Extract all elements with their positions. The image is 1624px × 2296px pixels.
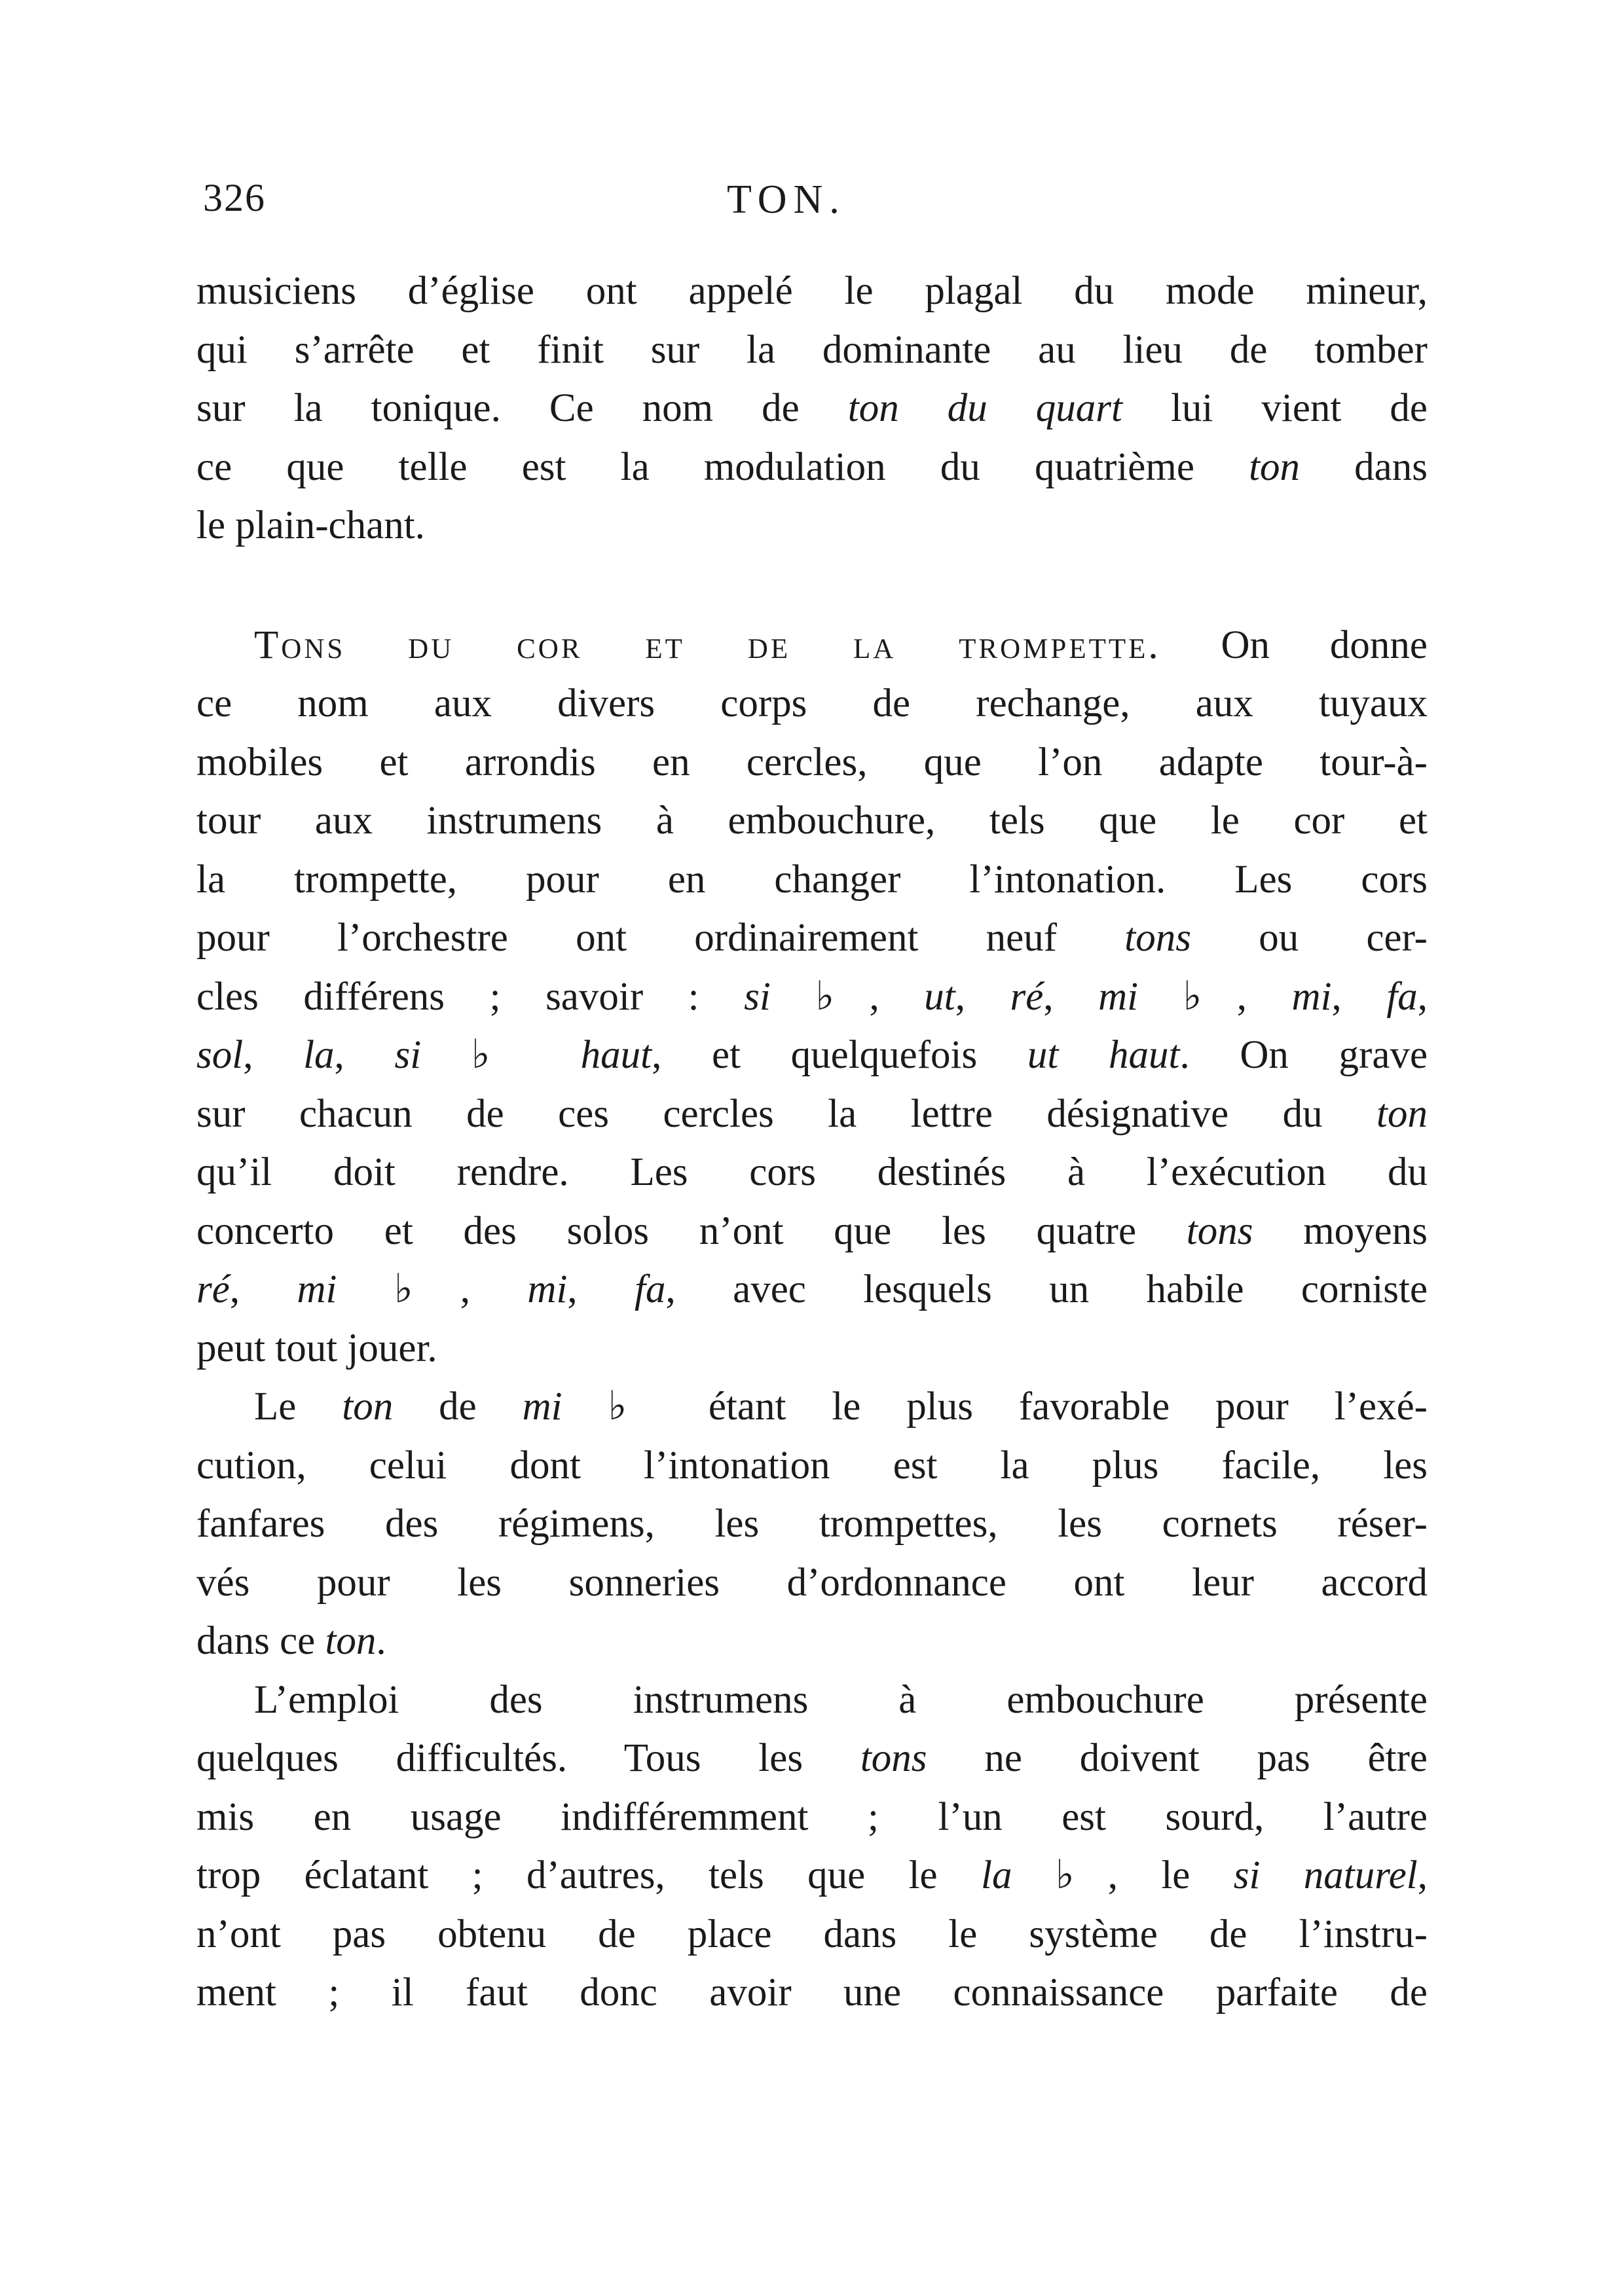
text-span: ce que telle est la modulation du quatrième — [196, 445, 1249, 489]
text-span: lui vient de — [1122, 386, 1428, 430]
text-span: ne doivent pas être — [927, 1736, 1428, 1780]
text-span: sur la tonique. Ce nom de — [196, 386, 848, 430]
italic-term: ré — [1010, 974, 1044, 1019]
running-title: TON. — [727, 177, 846, 222]
text-line: L’emploi des instrumens à embouchure présente — [254, 1677, 1428, 1722]
text-line: cution, celui dont l’intonation est la plus facile, les — [196, 1443, 1428, 1487]
text-span: , et quelquefois — [652, 1033, 1027, 1077]
text-span: dans ce — [196, 1619, 325, 1663]
italic-term: ton — [342, 1385, 394, 1429]
text-line: qui s’arrête et finit sur la dominante au lieu de tomber — [196, 327, 1428, 372]
text-line — [196, 909, 1428, 968]
text-line — [196, 1260, 1428, 1319]
text-span: , — [1043, 974, 1099, 1019]
text-line — [196, 1729, 1428, 1788]
text-line — [196, 968, 1428, 1027]
text-span: , — [1417, 1853, 1428, 1897]
italic-term: ré — [196, 1267, 230, 1311]
text-line — [196, 1085, 1428, 1144]
entry-heading: Tons du cor et de la trompette. — [254, 623, 1161, 667]
text-span: ♭, le — [1012, 1853, 1234, 1897]
text-span: , — [229, 1267, 297, 1311]
text-span: concerto et des solos n’ont que les quatre — [196, 1209, 1187, 1253]
italic-term: si — [744, 974, 771, 1019]
text-span: cles différens ; savoir : — [196, 974, 745, 1019]
page-number: 326 — [203, 176, 266, 219]
italic-term: mi — [297, 1267, 337, 1311]
text-span: , — [1331, 974, 1387, 1019]
italic-term: ut — [924, 974, 955, 1019]
body-text — [196, 262, 1428, 2022]
text-line — [196, 616, 1428, 675]
text-line — [196, 1377, 1428, 1436]
text-span: trop éclatant ; d’autres, tels que le — [196, 1853, 981, 1897]
italic-term: ton — [325, 1619, 377, 1663]
italic-term: ton — [1376, 1091, 1428, 1136]
text-span: dans — [1300, 445, 1428, 489]
text-span: quelques difficultés. Tous les — [196, 1736, 860, 1780]
text-span: ♭, — [1138, 974, 1292, 1019]
italic-term: mi — [1098, 974, 1139, 1019]
text-span: sur chacun de ces cercles la lettre désignative du — [196, 1091, 1377, 1136]
text-line — [196, 1612, 1428, 1671]
text-span: , — [1417, 974, 1428, 1019]
italic-term: ut haut — [1027, 1033, 1180, 1077]
text-span: , avec lesquels un habile corniste — [665, 1267, 1428, 1311]
italic-term: tons — [1186, 1209, 1253, 1253]
italic-term: tons — [860, 1736, 927, 1780]
text-line — [196, 1202, 1428, 1261]
text-line: vés pour les sonneries d’ordonnance ont leur accord — [196, 1560, 1428, 1605]
text-span: ou cer- — [1190, 916, 1428, 960]
text-span: ♭, — [337, 1267, 528, 1311]
italic-term: mi — [522, 1385, 563, 1429]
italic-term: mi — [1291, 974, 1332, 1019]
italic-term: la — [981, 1853, 1012, 1897]
text-span: pour l’orchestre ont ordinairement neuf — [196, 916, 1125, 960]
italic-term: si — [394, 1033, 422, 1077]
text-line: mobiles et arrondis en cercles, que l’on adapte tour-à- — [196, 740, 1428, 784]
text-line — [196, 438, 1428, 497]
italic-term: haut — [580, 1033, 652, 1077]
text-line — [196, 1026, 1428, 1085]
italic-term: ton du quart — [847, 386, 1122, 430]
text-span: ♭ étant le plus favorable pour l’exé- — [562, 1385, 1428, 1429]
text-line: ment ; il faut donc avoir une connaissance parfaite de — [196, 1971, 1428, 2014]
text-span: , — [243, 1033, 304, 1077]
italic-term: fa — [1386, 974, 1418, 1019]
text-line: peut tout jouer. — [196, 1326, 437, 1370]
italic-term: tons — [1124, 916, 1191, 960]
italic-term: mi — [527, 1267, 568, 1311]
text-span: . — [376, 1619, 386, 1663]
text-span: moyens — [1253, 1209, 1428, 1253]
text-span: , — [955, 974, 1010, 1019]
text-span: Le — [254, 1385, 342, 1429]
text-line: le plain-chant. — [196, 503, 425, 547]
italic-term: si naturel — [1233, 1853, 1418, 1897]
paragraph-gap — [196, 555, 1428, 616]
italic-term: fa — [635, 1267, 666, 1311]
text-span: ♭ — [421, 1033, 581, 1077]
running-head — [196, 175, 1441, 241]
italic-term: sol — [196, 1033, 244, 1077]
text-span: ♭, — [770, 974, 925, 1019]
text-line: ce nom aux divers corps de rechange, aux tuyaux — [196, 682, 1428, 725]
text-span: de — [393, 1385, 523, 1429]
text-span: On donne — [1160, 623, 1428, 667]
text-line: la trompette, pour en changer l’intonation. Les cors — [196, 857, 1428, 902]
text-line: qu’il doit rendre. Les cors destinés à l’exécution du — [196, 1150, 1428, 1194]
text-span: , — [334, 1033, 395, 1077]
text-line: tour aux instrumens à embouchure, tels que le cor et — [196, 799, 1428, 843]
text-span: . On grave — [1179, 1033, 1428, 1077]
text-line — [196, 379, 1428, 438]
text-line: n’ont pas obtenu de place dans le système de l’instru- — [196, 1912, 1428, 1956]
italic-term: ton — [1249, 445, 1301, 489]
text-line: musiciens d’église ont appelé le plagal du mode mineur, — [196, 269, 1428, 313]
text-line: fanfares des régimens, les trompettes, les cornets réser- — [196, 1502, 1428, 1546]
italic-term: la — [303, 1033, 335, 1077]
text-span: , — [567, 1267, 635, 1311]
text-line: mis en usage indifféremment ; l’un est sourd, l’autre — [196, 1795, 1428, 1839]
text-line — [196, 1846, 1428, 1905]
